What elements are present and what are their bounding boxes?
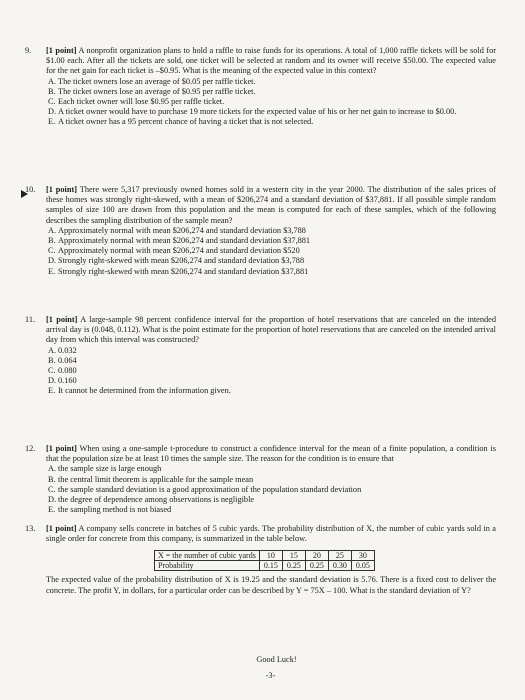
option-text: 0.160 (58, 376, 77, 386)
question-number: 9. (25, 46, 32, 55)
table-row (155, 551, 375, 561)
option-letter: E. (48, 266, 56, 276)
question-points: [1 point] (46, 46, 77, 55)
option-list (46, 226, 496, 277)
question-points: [1 point] (46, 444, 77, 453)
option-text: Approximately normal with mean $206,274 and standard deviation $3,788 (58, 225, 306, 235)
question-followup: The expected value of the probability distribution of X is 19.25 and the standard deviation is 5.76. There is a fixed cost to deliver the concrete. The profit Y, in dollars, for a particular order can be described by Y = 75X – 100. What is the standard deviation of Y? (46, 575, 496, 595)
table-row-label: Probability (155, 561, 260, 571)
question-text: A company sells concrete in batches of 5 cubic yards. The probability distribution of X, the number of cubic yards sold in a single order for concrete from this company, is summarized in the table below. (46, 524, 496, 544)
page-number: -3- (265, 671, 276, 680)
option-list (46, 77, 496, 128)
option-e[interactable] (46, 505, 496, 515)
question-9 (25, 46, 496, 128)
option-letter: A. (48, 225, 57, 235)
question-stem (46, 444, 496, 464)
option-letter: E. (48, 386, 56, 396)
table-cell: 15 (282, 551, 305, 561)
option-d[interactable] (46, 376, 496, 386)
table-cell: 0.15 (259, 561, 282, 571)
option-letter: D. (48, 107, 57, 117)
option-a[interactable] (46, 226, 496, 236)
question-13 (25, 524, 496, 596)
question-stem (46, 524, 496, 544)
option-text: Approximately normal with mean $206,274 and standard deviation $37,881 (58, 236, 311, 246)
option-letter: B. (48, 86, 56, 96)
option-text: The ticket owners lose an average of $0.05 per raffle ticket. (58, 76, 256, 86)
option-text: Strongly right-skewed with mean $206,274 and standard deviation $37,881 (58, 266, 309, 276)
option-b[interactable] (46, 356, 496, 366)
option-a[interactable] (46, 346, 496, 356)
table-cell: 30 (351, 551, 374, 561)
question-points: [1 point] (46, 524, 77, 533)
table-row (155, 561, 375, 571)
option-text: Each ticket owner will lose $0.95 per raffle ticket. (58, 97, 225, 107)
option-letter: D. (48, 376, 57, 386)
option-letter: D. (48, 256, 57, 266)
question-text: A large-sample 98 percent confidence interval for the proportion of hotel reservations that are canceled on the intended arrival day is (0.048, 0.112). What is the point estimate for the proportion of hotel reservations that are canceled on the intended arrival day from which this interval was constructed? (46, 315, 496, 345)
good-luck-text: Good Luck! (256, 655, 297, 664)
question-12 (25, 444, 496, 515)
option-b[interactable] (46, 475, 496, 485)
table-cell: 0.05 (351, 561, 374, 571)
question-number: 10. (25, 185, 36, 194)
option-e[interactable] (46, 386, 496, 396)
option-text: A ticket owner would have to purchase 19 more tickets for the expected value of his or her net gain to increase to $0.00. (58, 107, 457, 117)
option-text: the degree of dependence among observations is negligible (58, 495, 255, 505)
option-d[interactable] (46, 107, 496, 117)
option-e[interactable] (46, 117, 496, 127)
option-d[interactable] (46, 495, 496, 505)
option-letter: C. (48, 366, 56, 376)
question-stem (46, 315, 496, 346)
option-letter: B. (48, 236, 56, 246)
option-letter: C. (48, 246, 56, 256)
option-a[interactable] (46, 464, 496, 474)
table-cell: 25 (328, 551, 351, 561)
option-text: the sample size is large enough (58, 464, 162, 474)
option-text: the sampling method is not biased (58, 505, 172, 515)
question-11 (25, 315, 496, 397)
option-text: Approximately normal with mean $206,274 and standard deviation $520 (58, 246, 300, 256)
option-text: The ticket owners lose an average of $0.95 per raffle ticket. (58, 86, 256, 96)
option-letter: A. (48, 76, 57, 86)
option-letter: B. (48, 355, 56, 365)
option-e[interactable] (46, 267, 496, 277)
option-text: the central limit theorem is applicable for the sample mean (58, 474, 254, 484)
option-b[interactable] (46, 236, 496, 246)
table-row-label: X = the number of cubic yards (155, 551, 260, 561)
option-b[interactable] (46, 87, 496, 97)
table-cell: 20 (305, 551, 328, 561)
option-letter: A. (48, 345, 57, 355)
option-text: 0.080 (58, 366, 77, 376)
option-text: Strongly right-skewed with mean $206,274 and standard deviation $3,788 (58, 256, 305, 266)
question-number: 13. (25, 524, 36, 533)
table-cell: 0.25 (282, 561, 305, 571)
question-text: A nonprofit organization plans to hold a raffle to raise funds for its operations. A total of 1,000 raffle tickets will be sold for $1.00 each. After all the tickets are sold, one ticket will be selected at random and its owner will receive $50.00. The expected value for the net gain for each ticket is –$0.95. What is the meaning of the expected value in this context? (46, 46, 496, 76)
table-cell: 0.30 (328, 561, 351, 571)
option-c[interactable] (46, 246, 496, 256)
option-d[interactable] (46, 256, 496, 266)
question-text: There were 5,317 previously owned homes sold in a western city in the year 2000. The distribution of the sales prices of these homes was strongly right-skewed, with a mean of $206,274 and a standard deviation of $37,881. If all possible simple random samples of size 100 are drawn from this population and the mean is computed for each of these samples, which of the following describes the sampling distribution of the sample mean? (46, 185, 496, 225)
probability-table (154, 550, 375, 571)
question-number: 11. (25, 315, 36, 324)
option-letter: E. (48, 505, 56, 515)
option-text: It cannot be determined from the information given. (58, 386, 231, 396)
option-text: A ticket owner has a 95 percent chance of having a ticket that is not selected. (58, 117, 314, 127)
option-list (46, 346, 496, 397)
question-stem (46, 185, 496, 226)
question-stem (46, 46, 496, 77)
question-number: 12. (25, 444, 36, 453)
question-points: [1 point] (46, 185, 78, 194)
option-list (46, 464, 496, 515)
table-cell: 10 (259, 551, 282, 561)
option-letter: E. (48, 117, 56, 127)
option-c[interactable] (46, 97, 496, 107)
option-c[interactable] (46, 485, 496, 495)
option-text: 0.064 (58, 355, 77, 365)
option-letter: B. (48, 474, 56, 484)
question-points: [1 point] (46, 315, 78, 324)
question-10 (25, 185, 496, 277)
option-letter: C. (48, 97, 56, 107)
option-letter: A. (48, 464, 57, 474)
option-text: the sample standard deviation is a good approximation of the population standard deviation (58, 484, 362, 494)
option-c[interactable] (46, 366, 496, 376)
option-letter: D. (48, 495, 57, 505)
option-a[interactable] (46, 77, 496, 87)
option-letter: C. (48, 484, 56, 494)
question-text: When using a one-sample t-procedure to construct a confidence interval for the mean of a finite population, a condition is that the population size be at least 10 times the sample size. The reason for the condition is to ensure that (46, 444, 496, 464)
table-cell: 0.25 (305, 561, 328, 571)
option-text: 0.032 (58, 345, 77, 355)
